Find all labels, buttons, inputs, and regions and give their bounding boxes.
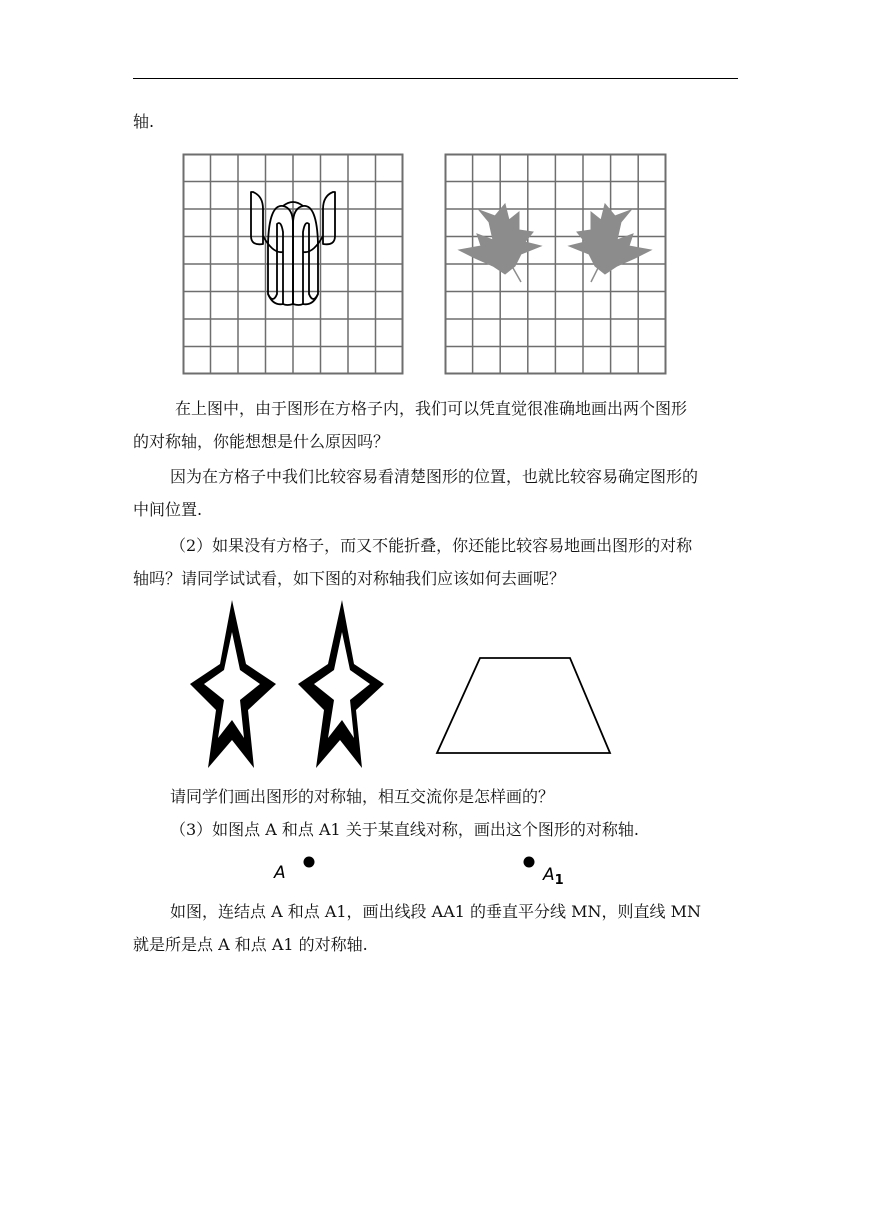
grid-figure-outline-shape xyxy=(183,154,403,375)
paragraph-exchange: 请同学们画出图形的对称轴，相互交流你是怎样画的？ xyxy=(170,787,555,806)
point-a1-dot xyxy=(524,857,535,868)
paragraph-question-line1: 在上图中，由于图形在方格子内，我们可以凭直觉很准确地画出两个图形 xyxy=(175,399,688,418)
paragraph-solution-line2: 就是所是点 A 和点 A1 的对称轴. xyxy=(133,935,368,954)
grid-figure-maple-leaves xyxy=(445,154,666,375)
points-figure xyxy=(270,850,580,890)
star-left-figure xyxy=(188,598,278,770)
paragraph-answer-line1: 因为在方格子中我们比较容易看清楚图形的位置，也就比较容易确定图形的 xyxy=(170,467,699,486)
star-right-figure xyxy=(296,598,386,770)
paragraph-part2-line2: 轴吗？请同学试试看，如下图的对称轴我们应该如何去画呢？ xyxy=(133,569,566,588)
paragraph-solution-line1: 如图，连结点 A 和点 A1，画出线段 AA1 的垂直平分线 MN，则直线 MN xyxy=(170,902,701,921)
paragraph-part3: （3）如图点 A 和点 A1 关于某直线对称，画出这个图形的对称轴. xyxy=(170,820,639,839)
maple-leaf-left xyxy=(459,204,541,282)
point-a1-label: $A_1$ xyxy=(543,865,564,888)
header-rule xyxy=(133,78,738,79)
paragraph-continuation: 轴. xyxy=(133,112,155,131)
paragraph-part2-line1: （2）如果没有方格子，而又不能折叠，你还能比较容易地画出图形的对称 xyxy=(170,536,693,555)
point-a-label: A xyxy=(274,863,286,883)
paragraph-answer-line2: 中间位置. xyxy=(133,500,203,519)
paragraph-question-line2: 的对称轴，你能想想是什么原因吗？ xyxy=(133,432,390,451)
point-a-dot xyxy=(304,857,315,868)
trapezoid-figure xyxy=(434,656,614,756)
